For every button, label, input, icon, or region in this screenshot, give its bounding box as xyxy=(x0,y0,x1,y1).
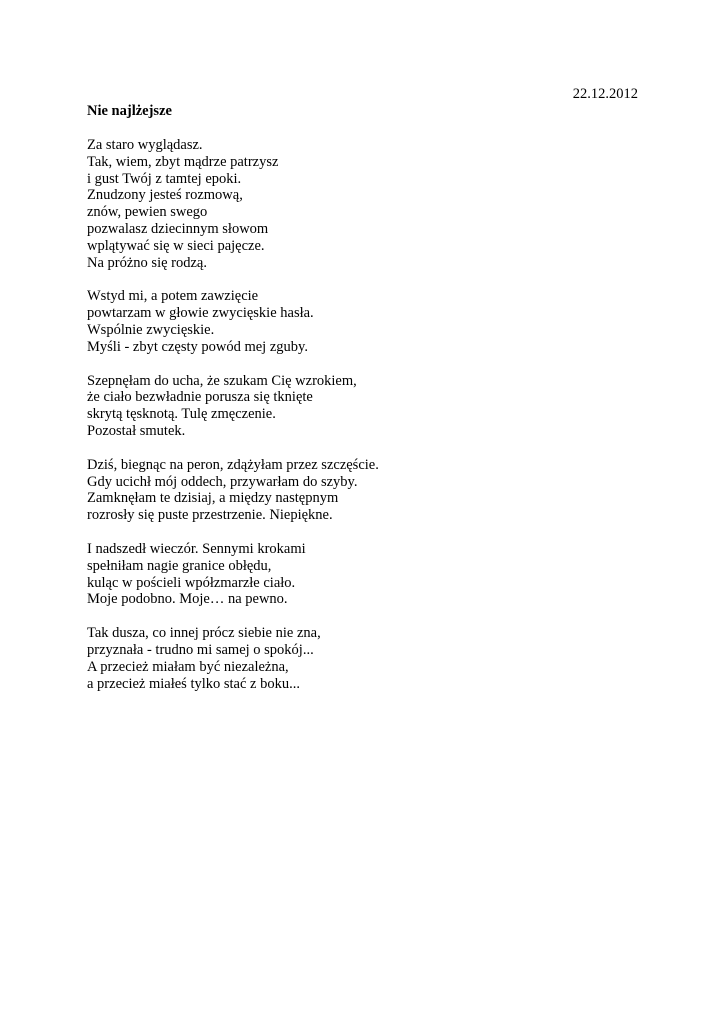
poem-line: Za staro wyglądasz. xyxy=(87,137,203,153)
poem-line: spełniłam nagie granice obłędu, xyxy=(87,557,272,574)
document-date: 22.12.2012 xyxy=(572,86,638,102)
poem-line: i gust Twój z tamtej epoki. xyxy=(87,170,242,187)
poem-line: Na próżno się rodzą. xyxy=(87,254,207,271)
poem-line: Znudzony jesteś rozmową, xyxy=(87,187,243,204)
poem-line: Moje podobno. Moje… na pewno. xyxy=(87,591,288,608)
poem-line: skrytą tęsknotą. Tulę zmęczenie. xyxy=(87,406,276,423)
poem-line: Pozostał smutek. xyxy=(87,422,186,439)
poem-line: Tak dusza, co innej prócz siebie nie zna, xyxy=(87,625,321,642)
poem-line: Dziś, biegnąc na peron, zdążyłam przez szczęście. xyxy=(87,456,379,473)
poem-line: powtarzam w głowie zwycięskie hasła. xyxy=(87,305,314,322)
poem-line: Tak, wiem, zbyt mądrze patrzysz xyxy=(87,153,279,170)
poem-line: że ciało bezwładnie porusza się tknięte xyxy=(87,389,313,406)
poem-line: przyznała - trudno mi samej o spokój... xyxy=(87,641,314,658)
poem-title: Nie najlżejsze xyxy=(87,103,172,119)
poem-line: a przecież miałeś tylko stać z boku... xyxy=(87,675,300,692)
poem-body xyxy=(87,103,647,692)
stanza xyxy=(87,137,647,271)
stanza xyxy=(87,625,647,692)
poem-line: Wstyd mi, a potem zawzięcie xyxy=(87,288,259,305)
poem-line: Myśli - zbyt częsty powód mej zguby. xyxy=(87,338,308,355)
poem-line: Szepnęłam do ucha, że szukam Cię wzrokiem, xyxy=(87,372,357,389)
stanza xyxy=(87,457,647,524)
poem-line: wplątywać się w sieci pajęcze. xyxy=(87,237,265,254)
poem-line: pozwalasz dziecinnym słowom xyxy=(87,220,269,237)
poem-line: A przecież miałam być niezależna, xyxy=(87,658,289,675)
stanza xyxy=(87,288,647,355)
poem-line: kuląc w pościeli wpółzmarzłe ciało. xyxy=(87,574,296,591)
stanza xyxy=(87,541,647,608)
poem-line: Wspólnie zwycięskie. xyxy=(87,321,215,338)
poem-line: I nadszedł wieczór. Sennymi krokami xyxy=(87,540,306,557)
poem-line: znów, pewien swego xyxy=(87,204,208,221)
poem-line: rozrosły się puste przestrzenie. Niepiękne. xyxy=(87,507,333,524)
poem-line: Zamknęłam te dzisiaj, a między następnym xyxy=(87,490,339,507)
stanza xyxy=(87,373,647,440)
poem-line: Gdy ucichł mój oddech, przywarłam do szyby. xyxy=(87,473,358,490)
